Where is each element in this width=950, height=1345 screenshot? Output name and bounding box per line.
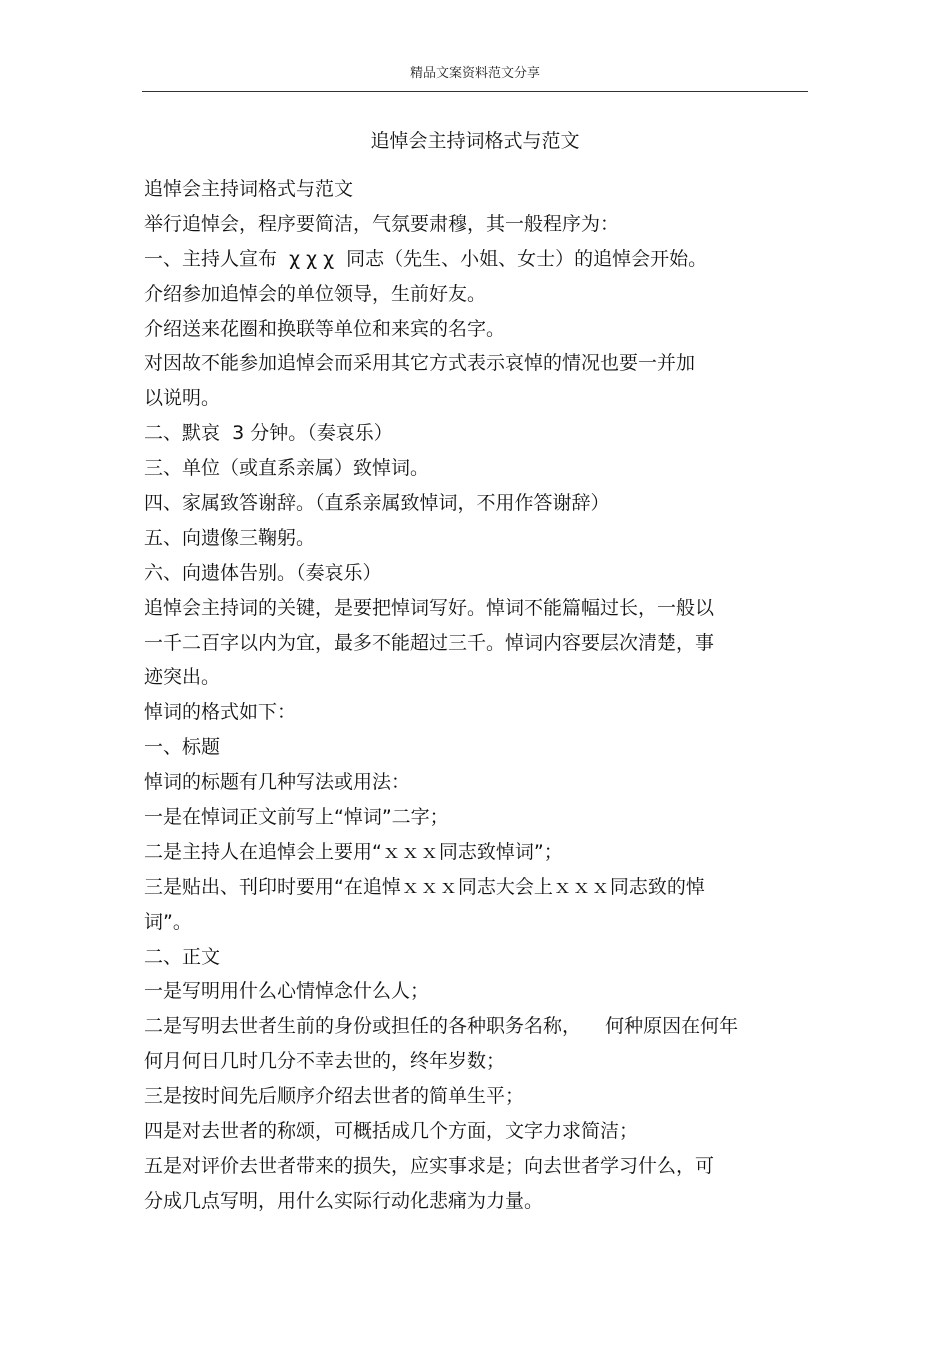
- body-line: 二、默哀 3 分钟。（奏哀乐）: [144, 422, 393, 445]
- body-line: 词”。: [144, 910, 192, 933]
- body-line: 二是写明去世者生前的身份或担任的各种职务名称， 何种原因在何年: [144, 1015, 739, 1038]
- body-line: 悼词的格式如下：: [144, 701, 297, 724]
- body-line: 介绍送来花圈和换联等单位和来宾的名字。: [144, 317, 506, 340]
- body-line: 五、向遗像三鞠躬。: [144, 526, 316, 549]
- body-line: 二是主持人在追悼会上要用“ｘｘｘ同志致悼词”；: [144, 840, 563, 863]
- body-line: 悼词的标题有几种写法或用法：: [144, 771, 411, 794]
- body-line: 一、标题: [144, 736, 221, 759]
- document-body: [144, 172, 824, 1219]
- document-title: 追悼会主持词格式与范文: [370, 130, 580, 152]
- body-line: 一千二百字以内为宜，最多不能超过三千。悼词内容要层次清楚，事: [144, 631, 715, 654]
- body-line: 对因故不能参加追悼会而采用其它方式表示哀悼的情况也要一并加: [144, 352, 696, 375]
- body-line: 何月何日几时几分不幸去世的，终年岁数；: [144, 1050, 506, 1073]
- body-line: 以说明。: [144, 387, 221, 410]
- body-line: 三是按时间先后顺序介绍去世者的简单生平；: [144, 1085, 525, 1108]
- body-line: 追悼会主持词的关键，是要把悼词写好。悼词不能篇幅过长，一般以: [144, 596, 715, 619]
- body-line: 五是对评价去世者带来的损失，应实事求是；向去世者学习什么，可: [144, 1154, 715, 1177]
- body-line: 一是写明用什么心情悼念什么人；: [144, 980, 430, 1003]
- body-line: 举行追悼会，程序要简洁，气氛要肃穆，其一般程序为：: [144, 212, 620, 235]
- body-line: 四是对去世者的称颂，可概括成几个方面，文字力求简洁；: [144, 1120, 639, 1143]
- body-line: 三是贴出、刊印时要用“在追悼ｘｘｘ同志大会上ｘｘｘ同志致的悼: [144, 875, 705, 898]
- page-header: 精品文案资料范文分享: [409, 66, 540, 81]
- body-line: 一、主持人宣布 χ χ χ 同志（先生、小姐、女士）的追悼会开始。: [144, 247, 708, 270]
- body-line: 六、向遗体告别。（奏哀乐）: [144, 561, 382, 584]
- body-line: 迹突出。: [144, 666, 221, 689]
- body-line: 一是在悼词正文前写上“悼词”二字；: [144, 806, 449, 829]
- body-line: 分成几点写明，用什么实际行动化悲痛为力量。: [144, 1189, 544, 1212]
- header-divider: [142, 91, 808, 92]
- body-line: 四、家属致答谢辞。（直系亲属致悼词，不用作答谢辞）: [144, 492, 610, 515]
- body-line: 追悼会主持词格式与范文: [144, 178, 354, 200]
- body-line: 介绍参加追悼会的单位领导，生前好友。: [144, 282, 487, 305]
- body-line: 二、正文: [144, 945, 221, 968]
- body-line: 三、单位（或直系亲属）致悼词。: [144, 457, 430, 480]
